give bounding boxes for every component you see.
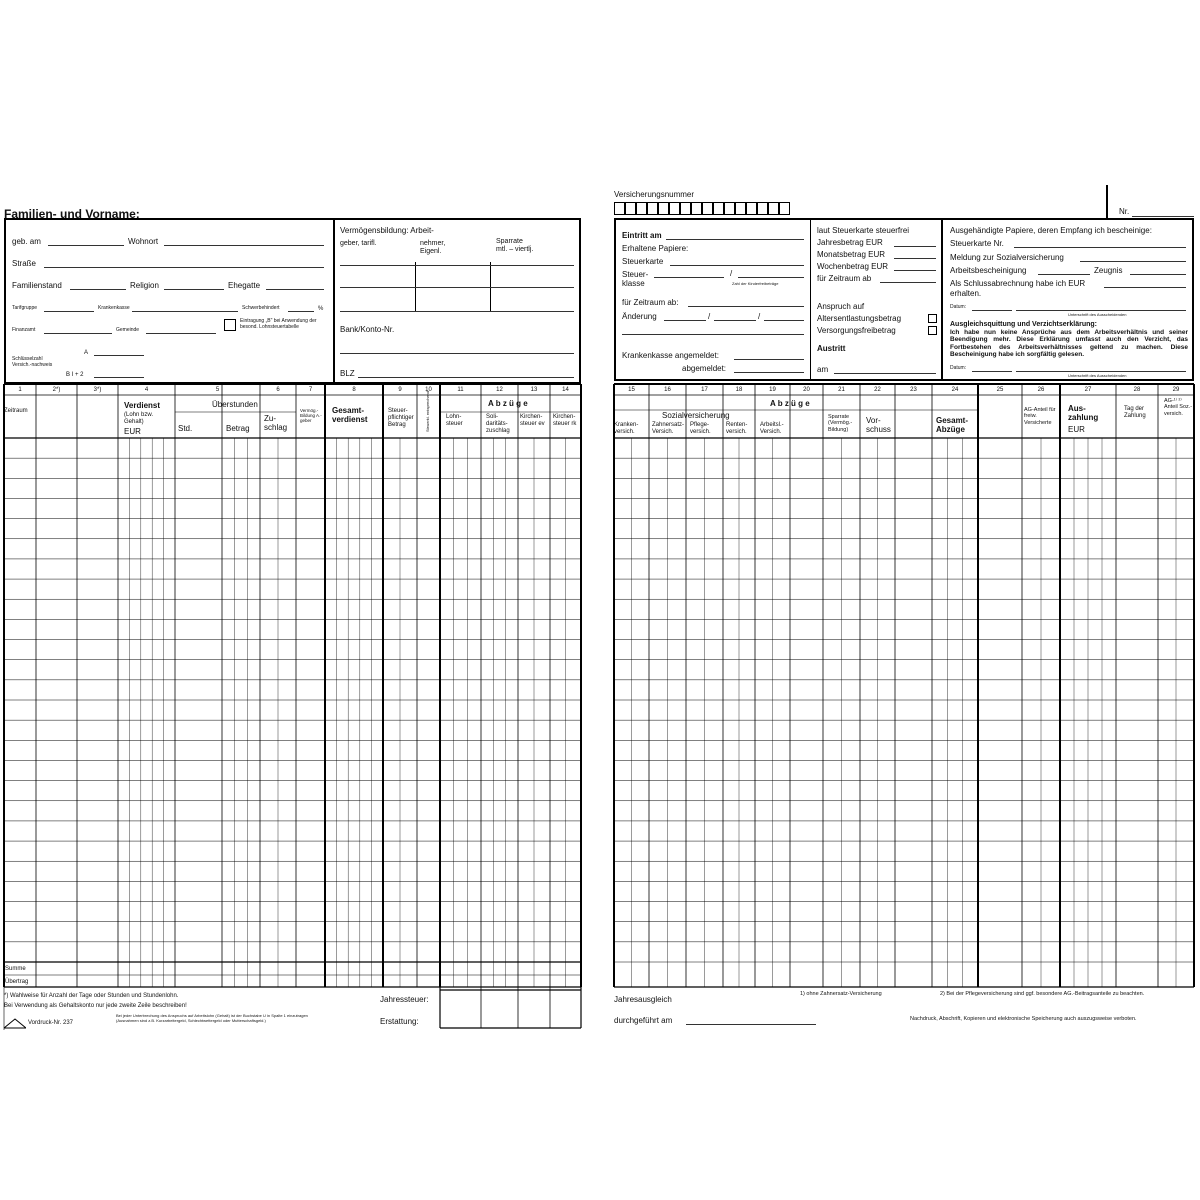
schluesselzahl-label: Schlüsselzahl Versich.-nachweis [12, 356, 53, 368]
a-label: A [84, 350, 89, 356]
wochenbetrag-label: Wochenbetrag EUR [817, 262, 888, 271]
col-kirche-ev: Kirchen-steuer ev [520, 414, 545, 427]
col-kirche-rk: Kirchen-steuer rk [553, 414, 577, 427]
left-col-number: 8 [352, 387, 356, 393]
col-pflege: Pflege-versich. [690, 422, 711, 435]
unterschrift-label-2: Unterschrift des Ausscheidenden [1068, 373, 1127, 378]
austritt-am-label: am [817, 365, 829, 374]
vermoegen-geber: geber, tarifl. [340, 240, 377, 247]
right-col-number: 16 [664, 387, 671, 393]
col-vorschuss: Vor-schuss [866, 416, 891, 435]
percent-label: % [318, 306, 324, 312]
steuerfrei-zeitraum-label: für Zeitraum ab [817, 274, 872, 283]
eintragung-label: Eintragung „B" bei Anwendung der besond. Lohnsteuertabelle [240, 318, 317, 330]
col-kranken: Kranken-versich. [614, 422, 639, 435]
right-col-number: 28 [1133, 387, 1141, 393]
meldung-label: Meldung zur Sozialversicherung [950, 253, 1064, 262]
aenderung-label: Änderung [622, 312, 657, 321]
summe-label: Summe [5, 966, 26, 972]
bank-label: Bank/Konto-Nr. [340, 325, 395, 334]
left-col-number: 1 [18, 387, 22, 393]
footnote-right-1: 1) ohne Zahnersatz-Versicherung [800, 991, 882, 997]
left-col-number: 13 [530, 387, 538, 393]
jahressteuer-label: Jahressteuer: [380, 995, 429, 1004]
small-print: Bei jeder Unterbrechung des Anspruchs auf Arbeitslohn (Gehalt) ist der Buchstabe U in Spalte 1 einzutragen (Ausnahmen sind z.B. Kurzarbeitergeld, Schlechtwettergeld oder Mutterschaftsgeld.) [116, 1013, 308, 1023]
austritt-label: Austritt [817, 344, 846, 353]
col-auszahlung-eur: EUR [1068, 425, 1085, 434]
col-renten: Renten-versich. [726, 422, 748, 435]
quittung-text: Ich habe nun keine Ansprüche aus dem Arbeitsverhältnis und seiner Beendigung mehr. Diese Erklärung umfasst auch den Verzicht, das Fortbestehen des Arbeitsverhältnisses geltend zu machen. Diese Bescheinigung habe ich sorgfältig gelesen. [950, 329, 1188, 359]
alter-label: Altersentlastungsbetrag [817, 314, 902, 323]
aenderung-slash-1: / [708, 312, 711, 321]
col-zahnersatz: Zahnersatz-Versich. [652, 422, 685, 435]
arbeitsbescheinigung-label: Arbeitsbescheinigung [950, 266, 1027, 275]
col-vermoeg: Vermög.-Bildung A.-geber [300, 408, 322, 424]
col-gesamtabzuege: Gesamt-Abzüge [936, 416, 969, 435]
right-col-number: 18 [735, 387, 743, 393]
ehegatte-label: Ehegatte [228, 281, 261, 290]
geb-am-label: geb. am [12, 237, 41, 246]
col-ag-soz: AG-¹⁾ ²⁾ Anteil Soz.-versich. [1164, 398, 1193, 417]
zeugnis-label: Zeugnis [1094, 266, 1123, 275]
eintritt-am-label: Eintritt am [622, 231, 662, 240]
right-col-number: 26 [1037, 387, 1045, 393]
left-col-number: 9 [398, 387, 402, 393]
quittung-title: Ausgleichsquittung und Verzichtserklärung: [950, 321, 1098, 328]
col-tag-zahlung: Tag der Zahlung [1124, 406, 1146, 419]
right-col-number: 19 [769, 387, 776, 393]
left-col-number: 6 [276, 387, 280, 393]
footnote-right-2: 2) Bei der Pflegeversicherung sind ggf. besondere AG.-Beitragsanteile zu beachten. [940, 991, 1145, 997]
col-std: Std. [178, 424, 193, 433]
col-soli: Soli-daritäts-zuschlag [486, 414, 510, 434]
versicherungsnummer-label: Versicherungsnummer [614, 190, 695, 199]
monatsbetrag-label: Monatsbetrag EUR [817, 250, 886, 259]
steuerkarte-nr-label: Steuerkarte Nr. [950, 239, 1004, 248]
wohnort-label: Wohnort [128, 237, 159, 246]
erhalten-label: erhalten. [950, 289, 982, 298]
left-col-number: 11 [457, 387, 464, 393]
durchgefuehrt-label: durchgeführt am [614, 1016, 673, 1025]
footnote-1: *) Wahlweise für Anzahl der Tage oder Stunden und Stundenlohn. [4, 993, 179, 999]
uebertrag-label: Übertrag [5, 979, 29, 985]
col-gesamtverdienst: Gesamt-verdienst [332, 406, 368, 425]
blz-label: BLZ [340, 369, 355, 378]
nr-label: Nr. [1119, 207, 1130, 216]
steuerkarte-label: Steuerkarte [622, 257, 664, 266]
steuerklasse-label: Steuer-klasse [622, 270, 649, 289]
left-col-number: 10 [425, 387, 432, 393]
vermoegen-title: Vermögensbildung: Arbeit- [340, 226, 434, 235]
left-col-number: 3*) [93, 387, 102, 393]
papiere-title: Ausgehändigte Papiere, deren Empfang ich bescheinige: [950, 226, 1152, 235]
left-col-number: 2*) [52, 387, 61, 393]
col-verdienst: Verdienst [124, 401, 161, 410]
left-col-number: 7 [308, 387, 313, 393]
strasse-label: Straße [12, 259, 37, 268]
col-verdienst-eur: EUR [124, 427, 141, 436]
religion-label: Religion [130, 281, 159, 290]
left-col-number: 14 [562, 387, 569, 393]
col-lohnsteuer: Lohn-steuer [446, 414, 463, 427]
krankenkasse-label: Krankenkasse [98, 305, 130, 311]
col-steuerfrei: Steuerkl. entsprechend [425, 390, 430, 432]
vermoegen-sparrate: Sparrate mtl. – viertlj. [496, 238, 534, 254]
gemeinde-label: Gemeinde [116, 327, 140, 333]
erhaltene-label: Erhaltene Papiere: [622, 244, 689, 253]
kk-angemeldet-label: Krankenkasse angemeldet: [622, 351, 719, 360]
col-abzuege-right: A b z ü g e [770, 399, 810, 408]
col-ag-anteil: AG-Anteil für freiw. Versicherte [1024, 407, 1056, 426]
right-col-number: 20 [803, 387, 810, 393]
bi2-label: B I + 2 [66, 372, 84, 378]
zeitraum-ab-label: für Zeitraum ab: [622, 298, 679, 307]
vermoegen-nehmer: nehmer, Eigenl. [420, 240, 446, 256]
erstattung-label: Erstattung: [380, 1017, 419, 1026]
right-col-number: 22 [874, 387, 881, 393]
col-betrag: Betrag [226, 424, 250, 433]
steuerfrei-title: laut Steuerkarte steuerfrei [817, 226, 910, 235]
nachdruck-note: Nachdruck, Abschrift, Kopieren und elektronische Speicherung auch auszugsweise verboten. [910, 1016, 1137, 1022]
steuerklasse-slash: / [730, 269, 733, 278]
right-col-number: 27 [1084, 387, 1092, 393]
vordruck-nr: Vordruck-Nr. 237 [28, 1020, 74, 1026]
col-arbeitsl: Arbeitsl.-Versich. [760, 422, 784, 435]
aenderung-slash-2: / [758, 312, 761, 321]
col-steuerpflichtig: Steuer-pflichtiger Betrag [388, 408, 414, 428]
left-col-number: 4 [144, 387, 149, 393]
familienstand-label: Familienstand [12, 281, 62, 290]
datum-label-2: Datum: [950, 365, 967, 371]
datum-label-1: Datum: [950, 304, 967, 310]
kinderfreibetraege-label: Zahl der Kinderfreibeträge [732, 281, 779, 286]
tarifgruppe-label: Tarifgruppe [12, 305, 38, 311]
right-col-number: 24 [951, 387, 959, 393]
left-col-number: 12 [496, 387, 503, 393]
footnote-2: Bei Verwendung als Gehaltskonto nur jede zweite Zeile beschreiben! [4, 1003, 187, 1009]
unterschrift-label-1: Unterschrift des Ausscheidenden [1068, 312, 1127, 317]
finanzamt-label: Finanzamt [12, 327, 36, 333]
schluss-label: Als Schlussabrechnung habe ich EUR [950, 279, 1086, 288]
col-auszahlung: Aus-zahlung [1068, 404, 1099, 423]
right-col-number: 21 [838, 387, 845, 393]
right-col-number: 23 [910, 387, 917, 393]
abgemeldet-label: abgemeldet: [682, 364, 727, 373]
right-col-number: 29 [1172, 387, 1180, 393]
col-verdienst-sub: (Lohn bzw. Gehalt) [124, 412, 154, 425]
col-zuschlag: Zu-schlag [264, 414, 288, 433]
anspruch-label: Anspruch auf [817, 302, 865, 311]
right-col-number: 15 [628, 387, 635, 393]
col-zeitraum: Zeitraum [4, 408, 28, 414]
versorgung-label: Versorgungsfreibetrag [817, 326, 896, 335]
jahresausgleich-label: Jahresausgleich [614, 995, 672, 1004]
name-label: Familien- und Vorname: [4, 207, 140, 221]
col-abzuege-left: A b z ü g e [488, 399, 528, 408]
jahresbetrag-label: Jahresbetrag EUR [817, 238, 883, 247]
schwerbehindert-label: Schwerbehindert [242, 305, 280, 311]
col-ueberstunden: Überstunden [212, 400, 258, 409]
col-sparrate: Sparrate (Vermög.-Bildung) [828, 414, 853, 433]
right-col-number: 25 [996, 387, 1004, 393]
right-col-number: 17 [701, 387, 708, 393]
left-col-number: 5 [215, 387, 220, 393]
col-sozialversicherung: Sozialversicherung [662, 411, 730, 420]
